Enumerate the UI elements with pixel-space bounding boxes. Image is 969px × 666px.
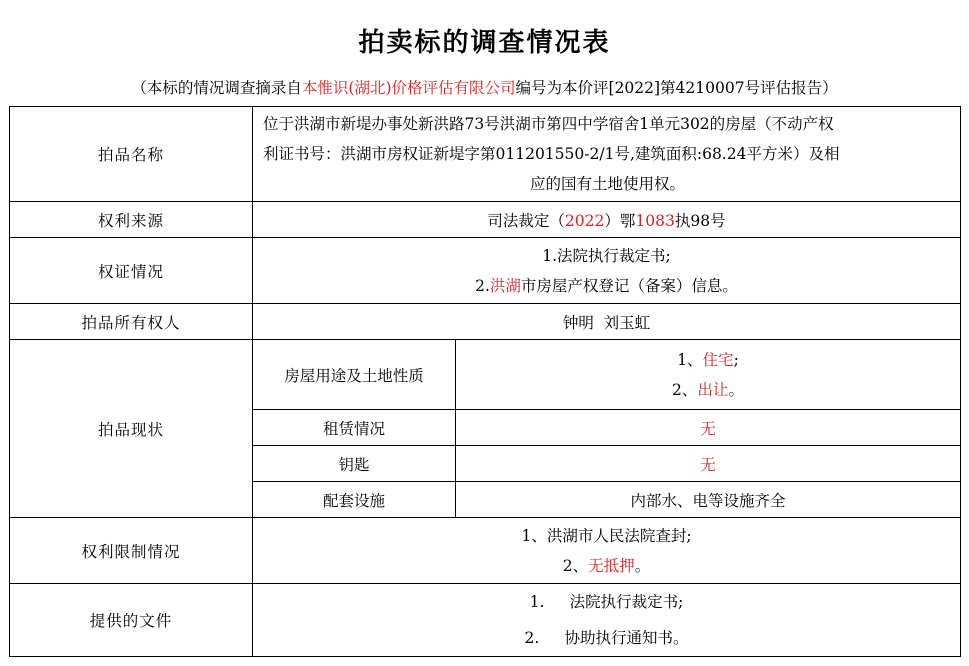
documents-item1-num: 1. [529, 593, 545, 611]
survey-table [9, 106, 961, 657]
item-name-label: 拍品名称 [10, 107, 253, 202]
usage-item2-val: 出让 [697, 380, 729, 399]
row-item-name [10, 107, 961, 202]
page-title: 拍卖标的调查情况表 [358, 28, 611, 58]
certificate-item2 [253, 271, 960, 301]
restriction-value [253, 518, 961, 584]
key-value: 无 [456, 446, 961, 482]
row-status-usage [10, 340, 961, 410]
item-name-line2: 利证书号：洪湖市房权证新堤字第011201550-2/1号,建筑面积:68.24平方米）及相 [263, 145, 840, 163]
documents-item1 [253, 584, 960, 620]
facilities-value: 内部水、电等设施齐全 [456, 482, 961, 518]
rights-source-part3: ）鄂 [604, 211, 636, 230]
certificate-value [253, 238, 961, 304]
documents-item1-text: 法院执行裁定书; [569, 593, 684, 611]
restriction-item2 [253, 551, 960, 581]
subtitle-suffix: 编号为本价评[2022]第4210007号评估报告） [515, 79, 838, 97]
restriction-label: 权利限制情况 [10, 518, 253, 584]
row-restriction [10, 518, 961, 584]
rights-source-part5: 执98号 [674, 211, 726, 230]
usage-item2-num: 2、 [672, 380, 698, 399]
usage-item1-num: 1、 [677, 350, 703, 369]
row-certificate [10, 238, 961, 304]
documents-item2-num: 2. [524, 629, 540, 647]
row-rights-source [10, 202, 961, 238]
usage-label: 房屋用途及土地性质 [253, 340, 456, 410]
lease-label: 租赁情况 [253, 410, 456, 446]
usage-item2-end: 。 [728, 380, 744, 399]
page-subtitle [0, 76, 969, 98]
rights-source-part4: 1083 [635, 211, 675, 230]
item-name-line1: 位于洪湖市新堤办事处新洪路73号洪湖市第四中学宿舍1单元302的房屋（不动产权 [263, 115, 834, 133]
documents-label: 提供的文件 [10, 584, 253, 657]
status-label: 拍品现状 [10, 340, 253, 518]
restriction-item2-end: 。 [634, 556, 651, 575]
restriction-item2-val: 无抵押 [588, 556, 635, 575]
key-label: 钥匙 [253, 446, 456, 482]
item-name-line3: 应的国有土地使用权。 [529, 175, 685, 193]
rights-source-part1: 司法裁定（ [487, 211, 565, 230]
documents-value [253, 584, 961, 657]
subtitle-prefix: （本标的情况调查摘录自 [131, 79, 302, 97]
documents-item2-text: 协助执行通知书。 [564, 629, 689, 647]
documents-item2 [253, 620, 960, 656]
rights-source-value [253, 202, 961, 238]
usage-value [456, 340, 961, 410]
subtitle-company: 本惟识(湖北)价格评估有限公司 [301, 79, 516, 97]
lease-value: 无 [456, 410, 961, 446]
item-name-value [253, 107, 961, 202]
facilities-label: 配套设施 [253, 482, 456, 518]
certificate-item2-red: 洪湖 [489, 276, 521, 295]
certificate-item1: 1.法院执行裁定书; [542, 246, 671, 265]
row-owner [10, 304, 961, 340]
usage-item1-end: ; [733, 350, 739, 369]
rights-source-label: 权利来源 [10, 202, 253, 238]
row-documents [10, 584, 961, 657]
certificate-item2-suffix: 市房屋产权登记（备案）信息。 [520, 276, 738, 295]
owner-label: 拍品所有权人 [10, 304, 253, 340]
owner-value: 钟明 刘玉虹 [253, 304, 961, 340]
restriction-item1: 1、洪湖市人民法院查封; [521, 526, 692, 545]
usage-item1-val: 住宅 [702, 350, 734, 369]
restriction-item2-num: 2、 [562, 556, 589, 575]
rights-source-part2: 2022 [564, 211, 605, 230]
certificate-label: 权证情况 [10, 238, 253, 304]
usage-item1 [456, 345, 960, 375]
usage-item2 [456, 375, 960, 405]
certificate-item2-prefix: 2. [475, 276, 490, 295]
